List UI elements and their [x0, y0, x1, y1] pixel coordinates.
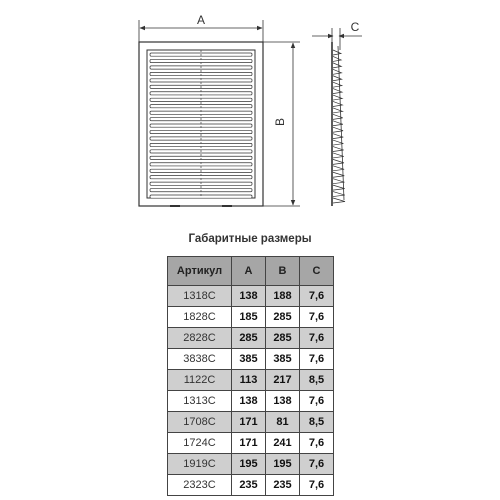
table-row	[168, 349, 334, 370]
cell-a: 138	[232, 286, 266, 307]
cell-b: 385	[266, 349, 300, 370]
cell-b: 285	[266, 328, 300, 349]
table-row	[168, 454, 334, 475]
cell-a: 195	[232, 454, 266, 475]
cell-c: 7,6	[300, 454, 334, 475]
cell-a: 285	[232, 328, 266, 349]
cell-article: 1318C	[168, 286, 232, 307]
cell-article: 1919C	[168, 454, 232, 475]
cell-c: 7,6	[300, 475, 334, 496]
cell-article: 2323C	[168, 475, 232, 496]
side-slat	[333, 114, 343, 119]
side-slat	[333, 63, 341, 68]
side-slat	[333, 185, 345, 190]
cell-c: 7,6	[300, 328, 334, 349]
side-slat	[333, 89, 342, 94]
cell-b: 81	[266, 412, 300, 433]
table-header-row	[168, 257, 334, 286]
cell-article: 1828C	[168, 307, 232, 328]
cell-article: 1724C	[168, 433, 232, 454]
side-slat	[333, 56, 341, 61]
cell-a: 171	[232, 433, 266, 454]
cell-a: 171	[232, 412, 266, 433]
header-b: B	[266, 257, 300, 286]
table-row	[168, 370, 334, 391]
cell-article: 1122C	[168, 370, 232, 391]
table-row	[168, 475, 334, 496]
cell-article: 1313C	[168, 391, 232, 412]
header-article: Артикул	[168, 257, 232, 286]
cell-a: 385	[232, 349, 266, 370]
table-title: Габаритные размеры	[188, 233, 312, 245]
cell-b: 217	[266, 370, 300, 391]
table-row	[168, 433, 334, 454]
cell-a: 185	[232, 307, 266, 328]
cell-b: 285	[266, 307, 300, 328]
cell-article: 2828C	[168, 328, 232, 349]
cell-b: 235	[266, 475, 300, 496]
cell-a: 138	[232, 391, 266, 412]
side-slat	[333, 69, 342, 74]
cell-a: 235	[232, 475, 266, 496]
table-row	[168, 391, 334, 412]
cell-c: 7,6	[300, 286, 334, 307]
side-slat	[333, 101, 342, 106]
dim-a-label: A	[196, 13, 206, 27]
side-slat	[333, 82, 342, 87]
cell-c: 8,5	[300, 412, 334, 433]
cell-b: 241	[266, 433, 300, 454]
side-slat	[333, 50, 341, 55]
side-slat	[333, 179, 344, 184]
side-slat	[333, 192, 345, 197]
cell-c: 7,6	[300, 349, 334, 370]
side-slat	[333, 95, 342, 100]
table-row	[168, 286, 334, 307]
cell-c: 7,6	[300, 391, 334, 412]
table-row	[168, 328, 334, 349]
cell-b: 138	[266, 391, 300, 412]
dim-b-label: B	[273, 117, 287, 127]
cell-c: 7,6	[300, 307, 334, 328]
side-slat	[333, 76, 342, 81]
cell-article: 3838C	[168, 349, 232, 370]
cell-c: 7,6	[300, 433, 334, 454]
header-c: C	[300, 257, 334, 286]
cell-b: 195	[266, 454, 300, 475]
table-row	[168, 412, 334, 433]
cell-b: 188	[266, 286, 300, 307]
dim-c-label: C	[350, 20, 360, 34]
cell-c: 8,5	[300, 370, 334, 391]
header-a: A	[232, 257, 266, 286]
cell-article: 1708C	[168, 412, 232, 433]
cell-a: 113	[232, 370, 266, 391]
dimensions-table	[167, 256, 334, 496]
side-slat	[333, 108, 343, 113]
side-slat	[333, 198, 345, 203]
grille-technical-drawing	[0, 0, 500, 232]
table-row	[168, 307, 334, 328]
